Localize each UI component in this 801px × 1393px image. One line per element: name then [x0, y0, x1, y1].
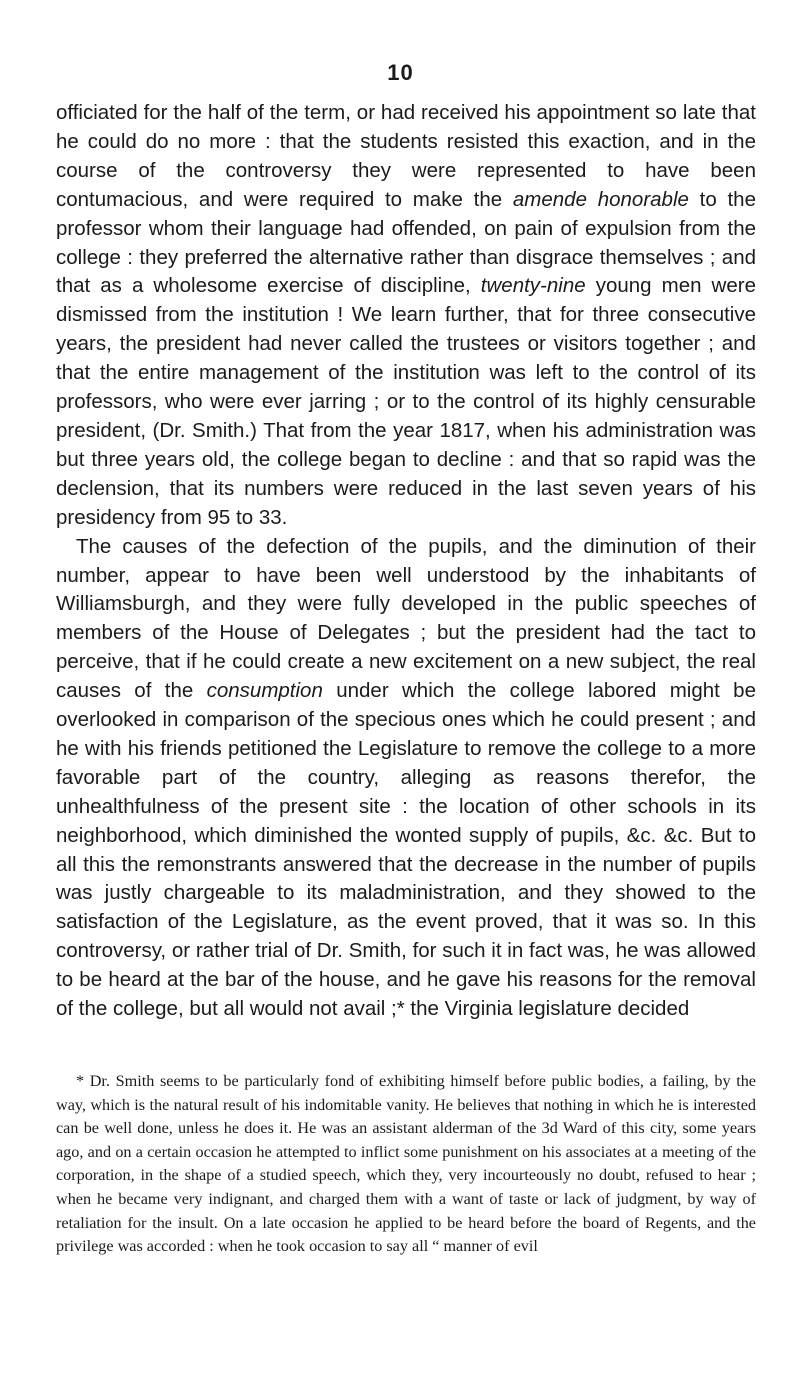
paragraph-1-italic-twenty-nine: twenty-nine: [480, 274, 586, 298]
paragraph-2: [56, 533, 756, 1024]
paragraph-1-text-b: to the professor whom their language had offended, on pain of expulsion from the college : they preferred the alternative rather than disgrace themselves ; and that as a wholesome exercise of discipline,: [56, 187, 756, 298]
paragraph-2-italic-consumption: consumption: [206, 679, 323, 703]
paragraph-1-text-a: officiated for the half of the term, or had received his appointment so late that he could do no more : that the students resisted this exaction, and in the course of the controversy they were represented to have been contumacious, and were required to make the: [56, 101, 756, 211]
paragraph-2-text-b: under which the college labored might be overlooked in comparison of the specious ones which he could present ; and he with his friends petitioned the Legislature to remove the college to a more favorable part of the country, alleging as reasons therefor, the unhealthfulness of the present site : the location of other schools in its neighborhood, which diminished the wonted supply of pupils, &c. &c. But to all this the remonstrants answered that the decrease in the number of pupils was justly chargeable to its maladministration, and they showed to the satisfaction of the Legislature, as the event proved, that it was so. In this controversy, or rather trial of Dr. Smith, for such it in fact was, he was allowed to be heard at the bar of the house, and he gave his reasons for the removal of the college, but all would not avail ;* the Virginia legislature decided: [56, 679, 756, 1021]
footnote: [56, 1070, 756, 1259]
paragraph-1-text-c: young men were dismissed from the institution ! We learn further, that for three consecutive years, the president had never called the trustees or visitors together ; and that the entire management of the institution was left to the control of its professors, who were ever jarring ; or to the control of its highly censurable president, (Dr. Smith.) That from the year 1817, when his administration was but three years old, the college began to decline : and that so rapid was the declension, that its numbers were reduced in the last seven years of his presidency from 95 to 33.: [56, 274, 756, 529]
paragraph-2-text-a: The causes of the defection of the pupils, and the diminution of their number, appear to have been well understood by the inhabitants of Williamsburgh, and they were fully developed in the public speeches of members of the House of Delegates ; but the president had the tact to perceive, that if he could create a new excitement on a new subject, the real causes of the: [56, 534, 756, 703]
footnote-text: * Dr. Smith seems to be particularly fond of exhibiting himself before public bodies, a failing, by the way, which is the natural result of his indomitable vanity. He believes that nothing in which he is interested can be well done, unless he does it. He was an assistant alderman of the 3d Ward of this city, some years ago, and on a certain occasion he attempted to inflict some punishment on his associates at a meeting of the corporation, in the shape of a studied speech, which they, very incourteously no doubt, refused to hear ; when he became very indignant, and charged them with a want of taste or lack of judgment, by way of retaliation for the insult. On a late occasion he applied to be heard before the board of Regents, and the privilege was accorded : when he took occasion to say all “ manner of evil: [56, 1072, 756, 1256]
main-text: [56, 99, 756, 1024]
page-number: 10: [387, 60, 414, 85]
paragraph-1-italic-amende-honorable: amende honorable: [512, 187, 689, 211]
paragraph-1: [56, 99, 756, 533]
